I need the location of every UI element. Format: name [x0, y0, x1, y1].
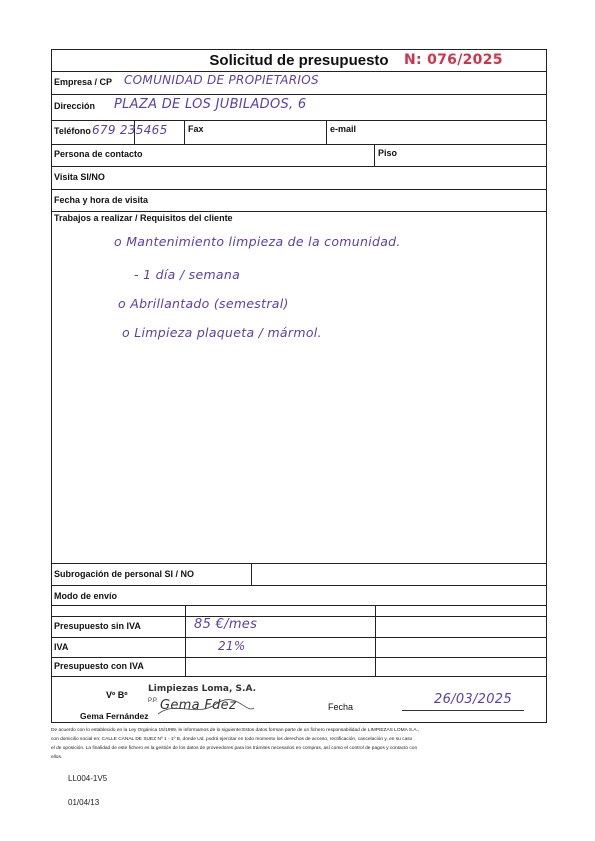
trabajos-label: Trabajos a realizar / Requisitos del cliente: [54, 213, 233, 223]
request-number: N: 076/2025: [404, 52, 503, 68]
work-item-2: - 1 día / semana: [134, 267, 241, 282]
empresa-value[interactable]: COMUNIDAD DE PROPIETARIOS: [124, 73, 319, 87]
company-stamp: Limpiezas Loma, S.A.: [148, 684, 257, 694]
contacto-label: Persona de contacto: [54, 149, 143, 159]
iva-label: IVA: [54, 642, 69, 652]
pp-label: P.P.: [148, 698, 158, 704]
form-code: LL004-1V5: [68, 774, 108, 783]
legal-notice: [51, 726, 521, 762]
iva-value[interactable]: 21%: [218, 639, 246, 653]
work-item-4: o Limpieza plaqueta / mármol.: [122, 325, 322, 340]
visita-label: Visita SI/NO: [54, 172, 105, 182]
piso-label: Piso: [378, 148, 398, 158]
work-item-3: o Abrillantado (semestral): [118, 296, 289, 311]
fax-label: Fax: [188, 124, 204, 134]
empresa-label: Empresa / CP: [54, 77, 113, 87]
legal-line: De acuerdo con lo establecido en la Ley Orgánica 15/1999, le informamos de lo siguiente:Estos datos forman parte de un fichero responsabilidad de LIMPIEZAS LOMA S.A.,: [51, 728, 420, 733]
direccion-label: Dirección: [54, 101, 96, 111]
subrogacion-label: Subrogación de personal SI / NO: [54, 569, 195, 579]
fecha-underline: [402, 710, 524, 711]
legal-line: con domicilio social en: CALLE CANAL DE SUEZ Nº 1 - 1º B, donde Ud. podrá ejercitar en todo momento los derechos de acceso, rectificación, cancelación y, en su caso: [51, 737, 413, 742]
telefono-label: Teléfono: [54, 126, 91, 136]
fecha-label: Fecha: [328, 702, 354, 712]
email-label: e-mail: [330, 124, 357, 134]
presupuesto-sin-iva-label: Presupuesto sin IVA: [54, 621, 141, 631]
work-item-1: o Mantenimiento limpieza de la comunidad.: [114, 234, 401, 249]
handwritten-signature: Gema Fdez: [160, 698, 237, 713]
telefono-value[interactable]: 679 235465: [92, 123, 168, 137]
fecha-visita-label: Fecha y hora de visita: [54, 195, 149, 205]
form-version-date: 01/04/13: [68, 798, 100, 807]
presupuesto-con-iva-label: Presupuesto con IVA: [54, 661, 144, 671]
budget-request-form: [51, 49, 547, 723]
direccion-value[interactable]: PLAZA DE LOS JUBILADOS, 6: [114, 97, 307, 112]
fecha-value[interactable]: 26/03/2025: [434, 692, 512, 707]
signature-scribble: [156, 696, 256, 720]
legal-line: ellos.: [51, 755, 63, 760]
modo-envio-label: Modo de envío: [54, 591, 117, 601]
signer-name: Gema Fernández: [80, 711, 149, 721]
legal-line: el de oposición. La finalidad de este fichero es la gestión de los datos de proveedores para los trámites necesarios en compras, así como el control de pagos y contacto con: [51, 746, 418, 751]
form-title: Solicitud de presupuesto: [209, 52, 389, 69]
presupuesto-sin-iva-value[interactable]: 85 €/mes: [194, 617, 258, 632]
vobo-label: Vº Bº: [106, 690, 128, 700]
